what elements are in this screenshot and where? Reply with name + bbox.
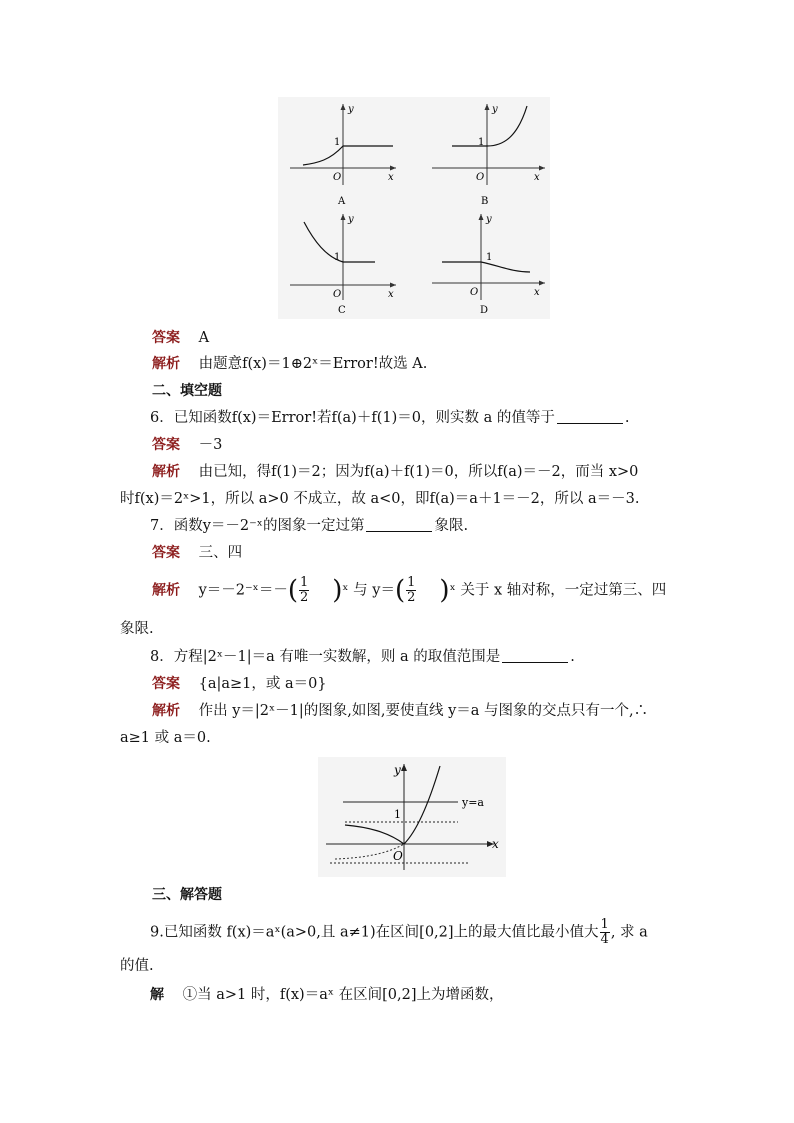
q9-stem-text2: , 求 a — [610, 924, 648, 941]
analysis-label: 解析 — [152, 703, 180, 719]
graph-c-x-label: x — [388, 289, 394, 300]
analysis-label: 解析 — [152, 356, 180, 372]
answer-label: 答案 — [152, 676, 180, 692]
q8-analysis-line2: a≥1 或 a＝0. — [120, 730, 211, 746]
fraction-one-half: $\frac{1}{2}$ — [299, 575, 309, 605]
q9-stem-line2: 的值. — [120, 958, 154, 974]
q5-answer-line — [152, 328, 209, 348]
q5-answer: A — [198, 330, 210, 346]
figure-background — [278, 97, 550, 319]
q7-stem-end: 象限. — [434, 518, 469, 534]
q7-analysis-line2: 象限. — [120, 621, 154, 637]
graph-a-x-label: x — [388, 172, 394, 183]
graph-c-caption: C — [338, 305, 346, 316]
q8-graph-x-label: x — [492, 837, 499, 851]
q7-analysis-part3: ˣ 关于 x 轴对称，一定过第三、四 — [449, 582, 667, 599]
graph-b-one-label: 1 — [478, 137, 485, 148]
q5-analysis: 由题意f(x)＝1⊕2ˣ＝Error!故选 A. — [198, 356, 428, 372]
q7-analysis-part1: y＝－2⁻ˣ＝－ — [198, 582, 288, 599]
figure-background — [318, 757, 506, 877]
q6-stem-end: . — [624, 410, 630, 426]
q8-answer-line — [152, 674, 327, 694]
graph-d-x-label: x — [534, 287, 540, 298]
answer-label: 答案 — [152, 545, 180, 561]
q6-answer-line — [152, 435, 222, 455]
q6-stem-text: 6．已知函数f(x)＝Error!若f(a)＋f(1)＝0，则实数 a 的值等于 — [150, 410, 555, 426]
graph-c-origin: O — [333, 289, 342, 300]
q8-stem-end: . — [570, 649, 575, 665]
answer-blank — [502, 648, 568, 663]
q9-stem — [150, 918, 648, 947]
graph-d-one-label: 1 — [486, 252, 493, 263]
q9-solution-text: ①当 a>1 时，f(x)＝aˣ 在区间[0,2]上为增函数， — [182, 987, 504, 1003]
graph-a-caption: A — [338, 196, 346, 207]
q8-analysis-text1: 作出 y＝|2ˣ－1|的图象,如图,要使直线 y＝a 与图象的交点只有一个,∴ — [198, 703, 649, 719]
q5-graphs-figure — [0, 0, 794, 330]
q7-analysis-line1: 解析 y＝－2⁻ˣ＝－( $\frac{1}{2}$ )ˣ 与 y＝( $\frac{1}{2}$ )ˣ 关于 x 轴对称，一定过第三、四 — [152, 575, 667, 606]
q6-analysis-line2: 时f(x)＝2ˣ>1，所以 a>0 不成立，故 a<0，即f(a)＝a＋1＝－2，所以 a＝－3. — [120, 491, 640, 507]
solution-label: 解 — [150, 987, 164, 1003]
q6-answer: －3 — [198, 437, 223, 453]
q8-graph-y-label: y — [394, 763, 401, 777]
analysis-label: 解析 — [152, 582, 180, 599]
q8-graph-origin: O — [393, 849, 403, 863]
answer-label: 答案 — [152, 330, 180, 346]
graph-d-origin: O — [470, 287, 479, 298]
q8-stem-text: 8．方程|2ˣ－1|＝a 有唯一实数解，则 a 的取值范围是 — [150, 649, 501, 665]
q6-analysis-line1 — [152, 462, 638, 482]
graph-b-origin: O — [476, 172, 485, 183]
q6-analysis-text1: 由已知，得f(1)＝2；因为f(a)＋f(1)＝0，所以f(a)＝－2，而当 x>0 — [198, 464, 639, 480]
answer-blank — [366, 517, 432, 532]
graph-a-y-label: y — [348, 104, 354, 115]
q9-solution-line — [150, 985, 503, 1005]
graph-c-one-label: 1 — [334, 252, 341, 263]
analysis-label: 解析 — [152, 464, 180, 480]
q8-answer: {a|a≥1，或 a＝0} — [198, 676, 327, 692]
section-solution-title: 三、解答题 — [152, 887, 222, 903]
graph-b-y-label: y — [492, 104, 498, 115]
answer-label: 答案 — [152, 437, 180, 453]
fraction-one-quarter: $\frac{1}{4}$ — [600, 917, 609, 947]
q8-stem — [150, 647, 575, 667]
graph-b-caption: B — [481, 196, 489, 207]
graph-d-caption: D — [480, 305, 489, 316]
fraction-one-half: $\frac{1}{2}$ — [407, 575, 416, 605]
graph-d-y-label: y — [486, 214, 492, 225]
q8-analysis-line1 — [152, 701, 648, 721]
answer-blank — [557, 409, 623, 424]
graph-a-one-label: 1 — [334, 137, 341, 148]
q8-graph-one-label: 1 — [394, 808, 401, 821]
q7-stem — [150, 516, 468, 536]
q8-graph-figure — [0, 752, 794, 882]
q9-stem-text1: 9.已知函数 f(x)＝aˣ(a>0,且 a≠1)在区间[0,2]上的最大值比最小值大 — [150, 924, 599, 941]
graph-c-y-label: y — [348, 214, 354, 225]
q7-answer-line — [152, 543, 242, 563]
section-fill-in-title: 二、填空题 — [152, 383, 222, 399]
graph-a-origin: O — [333, 172, 342, 183]
q7-analysis-part2: ˣ 与 y＝ — [342, 582, 395, 599]
q6-stem — [150, 408, 629, 428]
q5-analysis-line — [152, 354, 427, 374]
q7-stem-text: 7．函数y＝－2⁻ˣ的图象一定过第 — [150, 518, 365, 534]
q8-graph-line-label: y=a — [462, 796, 484, 809]
graph-b-x-label: x — [534, 172, 540, 183]
q7-answer: 三、四 — [198, 545, 243, 561]
